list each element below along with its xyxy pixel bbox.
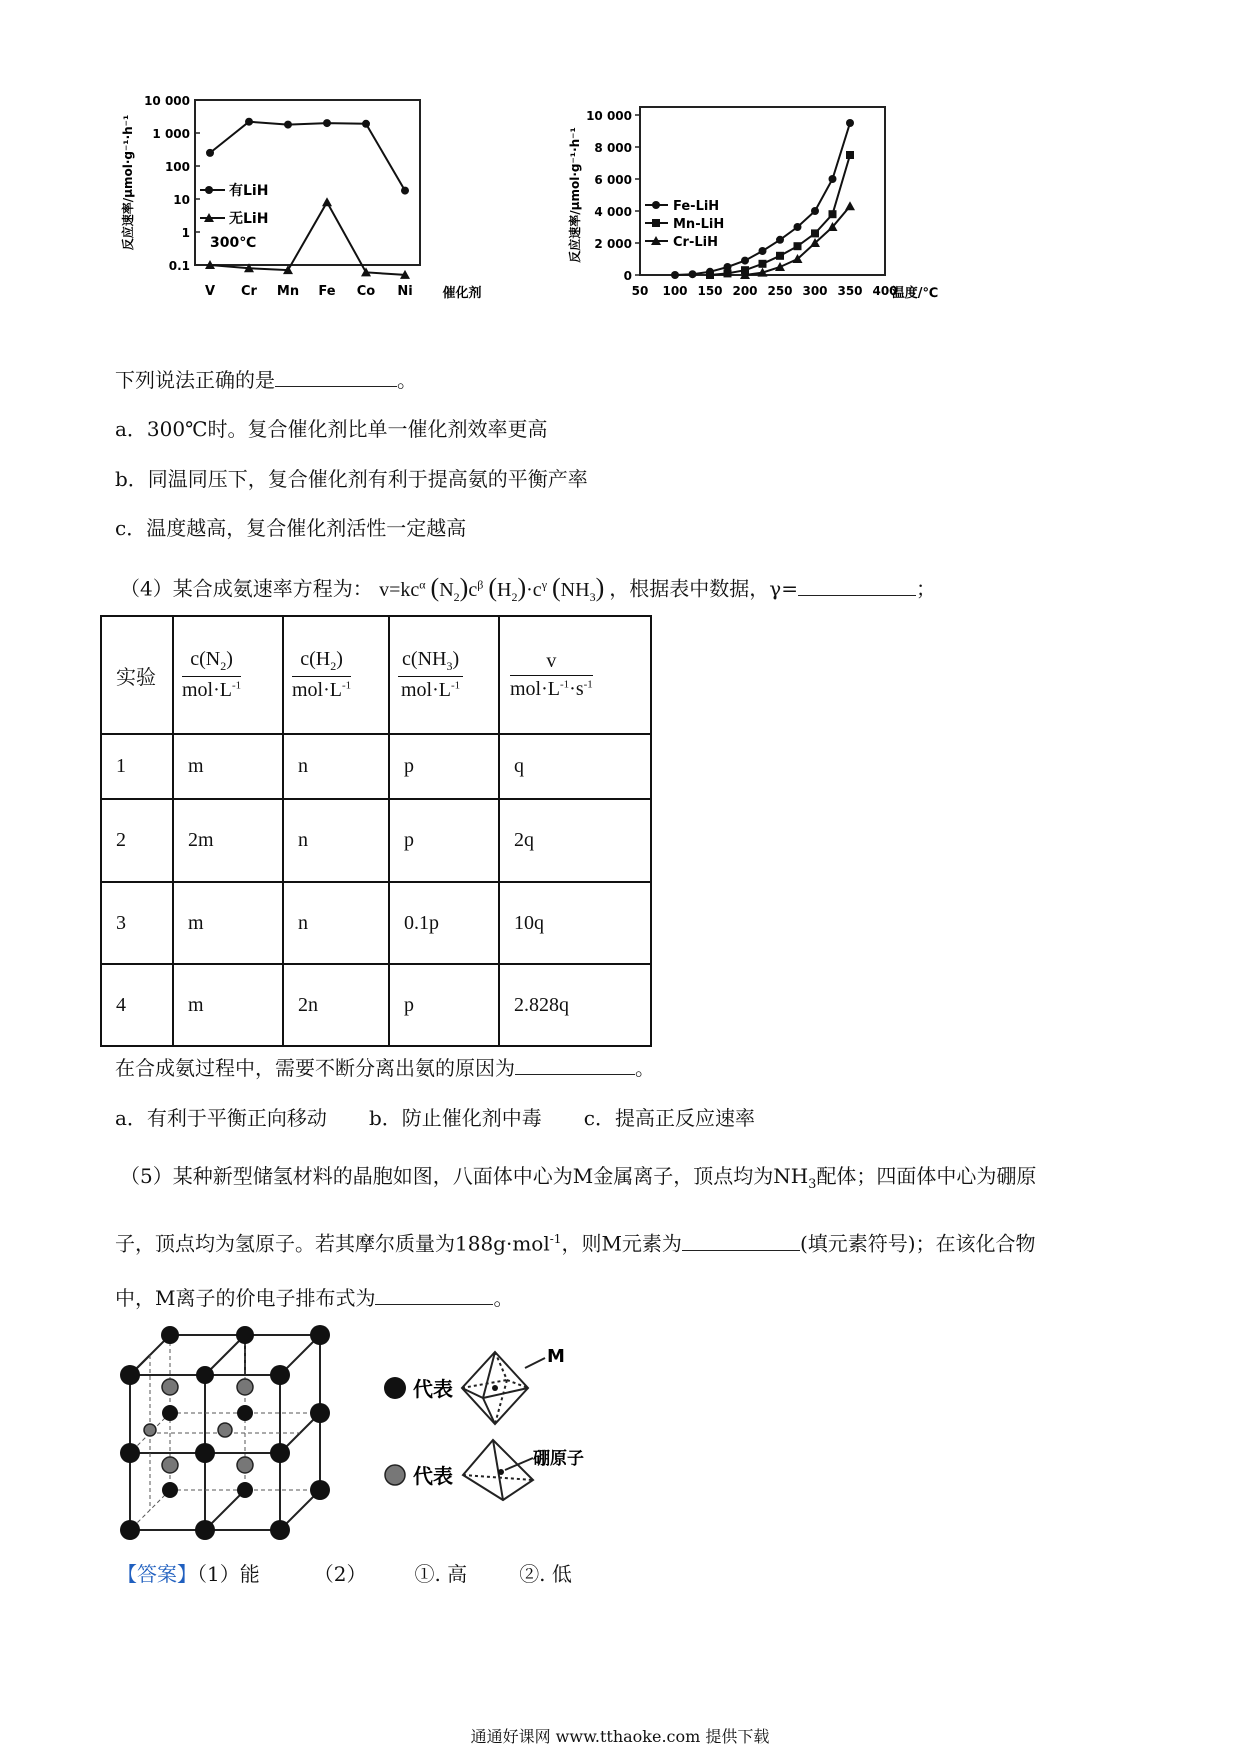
- data-point: [759, 260, 767, 268]
- x-tick-label: 300: [802, 284, 828, 298]
- data-point: [829, 175, 837, 183]
- y-tick-label: 4 000: [594, 205, 632, 219]
- data-point: [284, 121, 292, 129]
- legend-label-1: 代表: [413, 1377, 453, 1401]
- y-tick-label: 1 000: [152, 127, 190, 141]
- table-header-row: [101, 616, 651, 734]
- legend-label: Fe-LiH: [673, 199, 720, 214]
- q3-option-a: a．300℃时。复合催化剂比单一催化剂效率更高: [115, 417, 548, 441]
- q3-option-c: c．温度越高，复合催化剂活性一定越高: [115, 516, 467, 540]
- data-point: [845, 201, 855, 210]
- series-line: [210, 122, 405, 191]
- gray-sphere-icon: [385, 1465, 405, 1485]
- answer-line: 【答案】（1）能 （2） ①. 高 ②. 低: [117, 1562, 572, 1586]
- q5-line1: （5）某种新型储氢材料的晶胞如图，八面体中心为M金属离子，顶点均为$NH_3$配体；四面体中心为硼原: [120, 1164, 1037, 1192]
- x-tick-label: V: [204, 284, 216, 299]
- separation-question: 在合成氨过程中，需要不断分离出氨的原因为 。: [115, 1056, 655, 1080]
- legend-figure: [375, 1340, 615, 1510]
- data-point: [775, 262, 785, 271]
- page-footer: 通通好课网 www.tthaoke.com 提供下载: [470, 1727, 770, 1746]
- data-point: [811, 229, 819, 237]
- x-tick-label: Cr: [241, 284, 257, 299]
- x-tick-label: 350: [837, 284, 863, 298]
- y-tick-label: 0: [623, 269, 632, 283]
- data-point: [759, 247, 767, 255]
- legend-label: 无LiH: [229, 211, 269, 227]
- answer-blank[interactable]: [275, 366, 397, 387]
- table-header: 实验: [101, 616, 173, 734]
- legend-marker: [205, 186, 213, 194]
- x-tick-label: 400: [872, 284, 898, 298]
- legend-label: Cr-LiH: [673, 235, 718, 250]
- x-axis-label: 催化剂: [442, 286, 482, 301]
- legend-marker: [652, 219, 660, 227]
- x-tick-label: 150: [697, 284, 723, 298]
- data-point: [689, 270, 697, 278]
- data-point: [362, 120, 370, 128]
- crystal-cell-figure: [115, 1325, 345, 1540]
- answer-blank[interactable]: [515, 1054, 635, 1075]
- q3-option-b: b．同温同压下，复合催化剂有利于提高氨的平衡产率: [115, 467, 588, 491]
- table-row: 1 m n p q: [101, 734, 651, 799]
- data-point: [776, 252, 784, 260]
- octahedron-icon: [462, 1352, 545, 1424]
- data-point: [706, 271, 714, 279]
- q3-prompt: 下列说法正确的是 。: [115, 368, 417, 392]
- q5-line3: 中，M离子的价电子排布式为 。: [115, 1286, 514, 1310]
- chart-catalyst-rate: [120, 95, 540, 355]
- table-header: $\frac{c(NH_3)}{mol\cdot L^{-1}}$: [389, 616, 499, 734]
- answer-tag: 【答案】: [117, 1562, 197, 1586]
- x-tick-label: 200: [732, 284, 758, 298]
- x-tick-label: 50: [631, 284, 649, 298]
- separation-options: a．有利于平衡正向移动 b．防止催化剂中毒 c．提高正反应速率: [115, 1106, 755, 1130]
- y-tick-label: 10: [173, 193, 190, 207]
- legend-label: 有LiH: [229, 183, 269, 199]
- element-answer-blank[interactable]: [682, 1230, 800, 1251]
- x-axis-label: 温度/℃: [891, 286, 939, 301]
- x-tick-label: Mn: [276, 284, 300, 299]
- table-row: 3 m n 0.1p 10q: [101, 882, 651, 964]
- table-header: $\frac{c(N_2)}{mol\cdot L^{-1}}$: [173, 616, 283, 734]
- data-point: [776, 236, 784, 244]
- y-axis-label: 反应速率/μmol·g⁻¹·h⁻¹: [568, 127, 582, 263]
- data-point: [401, 187, 409, 195]
- data-point: [794, 242, 802, 250]
- data-point: [724, 269, 732, 277]
- y-tick-label: 10 000: [144, 95, 190, 108]
- table-header: $\frac{c(H_2)}{mol\cdot L^{-1}}$: [283, 616, 389, 734]
- data-point: [846, 119, 854, 127]
- legend-marker: [652, 201, 660, 209]
- legend-label-2: 代表: [413, 1464, 453, 1488]
- data-point: [322, 197, 332, 206]
- data-point: [206, 149, 214, 157]
- data-point: [846, 151, 854, 159]
- x-tick-label: Fe: [318, 284, 336, 299]
- data-point: [245, 118, 253, 126]
- y-tick-label: 10 000: [586, 109, 632, 123]
- data-point: [323, 119, 331, 127]
- label-boron: 硼原子: [533, 1449, 584, 1469]
- tetrahedron-icon: [463, 1440, 533, 1500]
- q4-rate-equation: （4）某合成氨速率方程为： $v=kc^\alpha$ $(N_2)c^\beta$ $(H_2)\cdot c^\gamma$ $(NH_3)$ ，根据表中数据，γ= ；: [120, 572, 936, 604]
- x-tick-label: Ni: [397, 284, 413, 299]
- data-point: [671, 271, 679, 279]
- y-tick-label: 0.1: [168, 259, 190, 273]
- data-point: [811, 207, 819, 215]
- black-sphere-icon: [384, 1377, 406, 1399]
- y-tick-label: 8 000: [594, 141, 632, 155]
- q5-line2: 子，顶点均为氢原子。若其摩尔质量为188g·mol$^{-1}$，则M元素为 (填元素符号)；在该化合物: [115, 1231, 1036, 1256]
- data-point: [829, 210, 837, 218]
- data-point: [741, 257, 749, 265]
- table-row: 2 2m n p 2q: [101, 799, 651, 882]
- y-tick-label: 2 000: [594, 237, 632, 251]
- y-axis-label: 反应速率/μmol·g⁻¹·h⁻¹: [121, 114, 135, 251]
- x-tick-label: 100: [662, 284, 688, 298]
- gamma-answer-blank[interactable]: [798, 575, 916, 596]
- legend-label: Mn-LiH: [673, 217, 725, 232]
- y-tick-label: 1: [181, 226, 190, 240]
- y-tick-label: 6 000: [594, 173, 632, 187]
- x-tick-label: 250: [767, 284, 793, 298]
- chart-temperature-rate: [565, 105, 985, 345]
- annotation: 300℃: [210, 235, 257, 251]
- label-m: M: [547, 1346, 565, 1367]
- experiment-table: [100, 615, 652, 1047]
- table-row: 4 m 2n p 2.828q: [101, 964, 651, 1046]
- data-point: [794, 223, 802, 231]
- y-tick-label: 100: [164, 160, 190, 174]
- x-tick-label: Co: [356, 284, 376, 299]
- electron-config-blank[interactable]: [375, 1284, 493, 1305]
- table-header: $\frac{v}{mol\cdot L^{-1}\cdot s^{-1}}$: [499, 616, 651, 734]
